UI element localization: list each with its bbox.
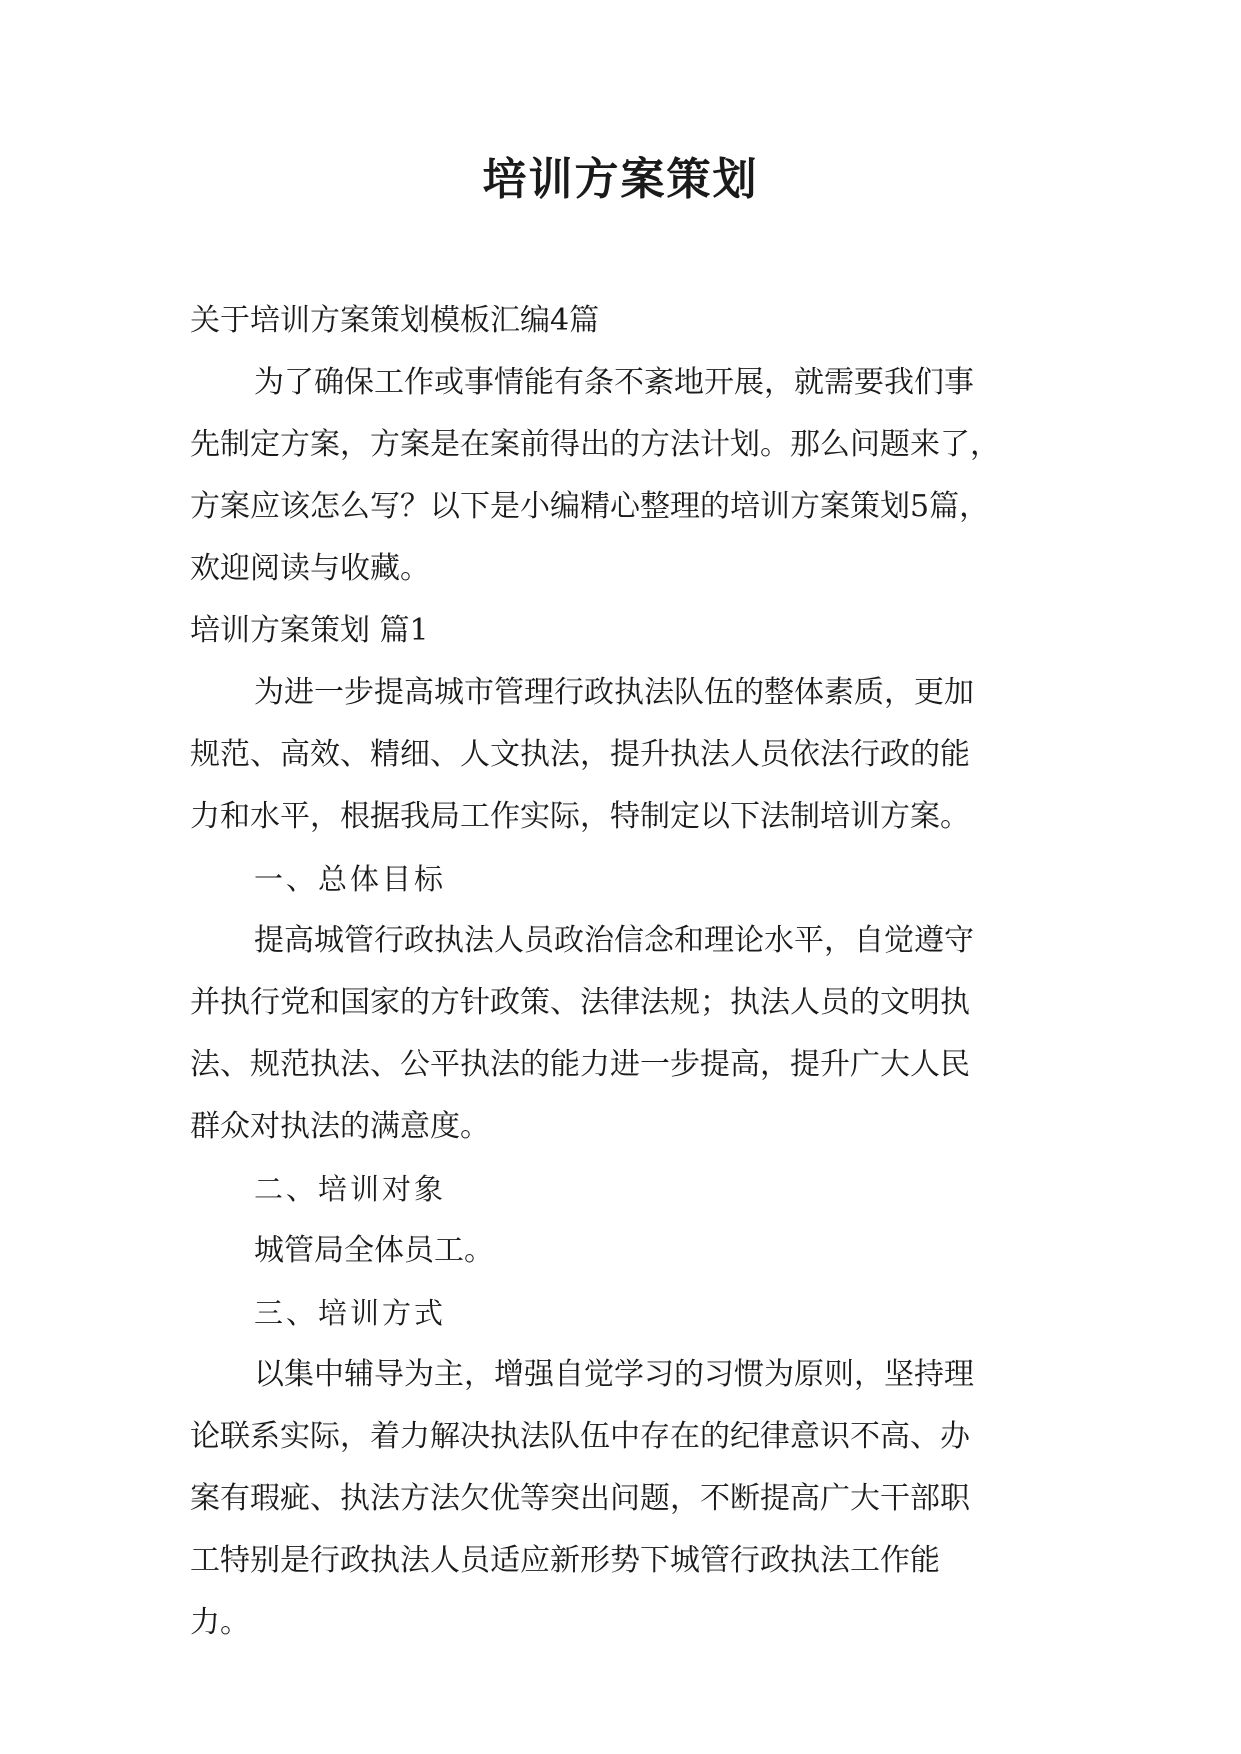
paragraph-line: 群众对执法的满意度。 xyxy=(190,1109,490,1144)
paragraph-line: 方案应该怎么写？以下是小编精心整理的培训方案策划5篇， xyxy=(190,489,990,524)
paragraph-line: 工特别是行政执法人员适应新形势下城管行政执法工作能 xyxy=(190,1543,940,1578)
heading-line: 二、培训对象 xyxy=(254,1172,447,1206)
paragraph-line: 城管局全体员工。 xyxy=(254,1233,494,1268)
paragraph-line: 规范、高效、精细、人文执法，提升执法人员依法行政的能 xyxy=(190,737,970,772)
paragraph-line: 为了确保工作或事情能有条不紊地开展，就需要我们事 xyxy=(254,365,974,400)
paragraph-line: 法、规范执法、公平执法的能力进一步提高，提升广大人民 xyxy=(190,1047,970,1082)
intro-line: 关于培训方案策划模板汇编4篇 xyxy=(190,303,600,338)
heading-line: 三、培训方式 xyxy=(254,1296,447,1330)
paragraph-line: 先制定方案，方案是在案前得出的方法计划。那么问题来了， xyxy=(190,427,1000,462)
document-body xyxy=(190,290,1050,1654)
paragraph-line: 力和水平，根据我局工作实际，特制定以下法制培训方案。 xyxy=(190,799,970,834)
paragraph-line: 提高城管行政执法人员政治信念和理论水平，自觉遵守 xyxy=(254,923,974,958)
paragraph-line: 案有瑕疵、执法方法欠优等突出问题，不断提高广大干部职 xyxy=(190,1481,970,1516)
paragraph-line: 并执行党和国家的方针政策、法律法规；执法人员的文明执 xyxy=(190,985,970,1020)
document-title: 培训方案策划 xyxy=(482,154,759,205)
paragraph-line: 欢迎阅读与收藏。 xyxy=(190,551,430,586)
paragraph-line: 论联系实际，着力解决执法队伍中存在的纪律意识不高、办 xyxy=(190,1419,970,1454)
paragraph-line: 为进一步提高城市管理行政执法队伍的整体素质，更加 xyxy=(254,675,974,710)
section-title-line: 培训方案策划 篇1 xyxy=(190,613,429,648)
paragraph-line: 力。 xyxy=(190,1605,250,1640)
paragraph-line: 以集中辅导为主，增强自觉学习的习惯为原则，坚持理 xyxy=(254,1357,974,1392)
heading-line: 一、总体目标 xyxy=(254,862,447,896)
